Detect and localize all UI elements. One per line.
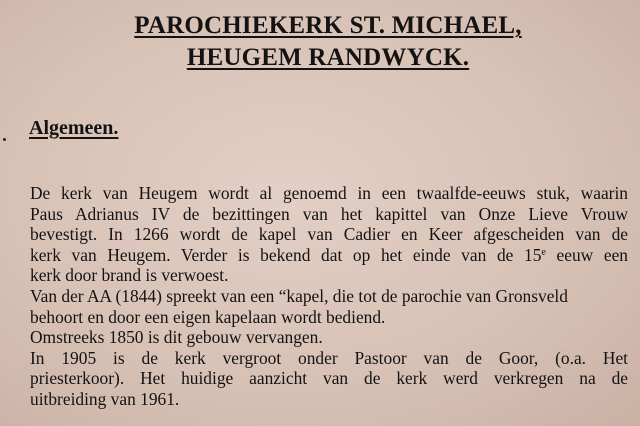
body-line-with-superscript [30,245,628,266]
body-line: behoort en door een eigen kapelaan wordt bediend. [30,306,386,327]
body-line: Van der AA (1844) spreekt van een “kapel, die tot de parochie van Gronsveld [30,285,568,306]
section-heading: Algemeen. [29,117,119,139]
body-line: Paus Adrianus IV de bezittingen van het kapittel van Onze Lieve Vrouw [30,203,628,224]
body-line-text: kerk van Heugem. Verder is bekend dat op het einde van de 15 [30,244,542,265]
body-line: Omstreeks 1850 is dit gebouw vervangen. [30,327,323,348]
body-line: bevestigt. In 1266 wordt de kapel van Cadier en Keer afgescheiden van de [30,224,628,245]
body-line: uitbreiding van 1961. [30,388,180,409]
superscript-e: e [541,246,546,258]
body-line: De kerk van Heugem wordt al genoemd in een twaalfde-eeuws stuk, waarin [30,183,628,203]
body-line-text: eeuw een [545,244,628,265]
document-title-line-1: PAROCHIEKERK ST. MICHAEL, [134,12,522,39]
body-line: priesterkoor). Het huidige aanzicht van de kerk werd verkregen na de [30,368,628,389]
document-title-line-2: HEUGEM RANDWYCK. [186,44,470,71]
body-line: In 1905 is de kerk vergroot onder Pastoor van de Goor, (o.a. Het [30,347,628,368]
stray-dot-mark [3,138,6,141]
body-paragraph [30,183,628,410]
body-line: kerk door brand is verwoest. [30,265,229,286]
